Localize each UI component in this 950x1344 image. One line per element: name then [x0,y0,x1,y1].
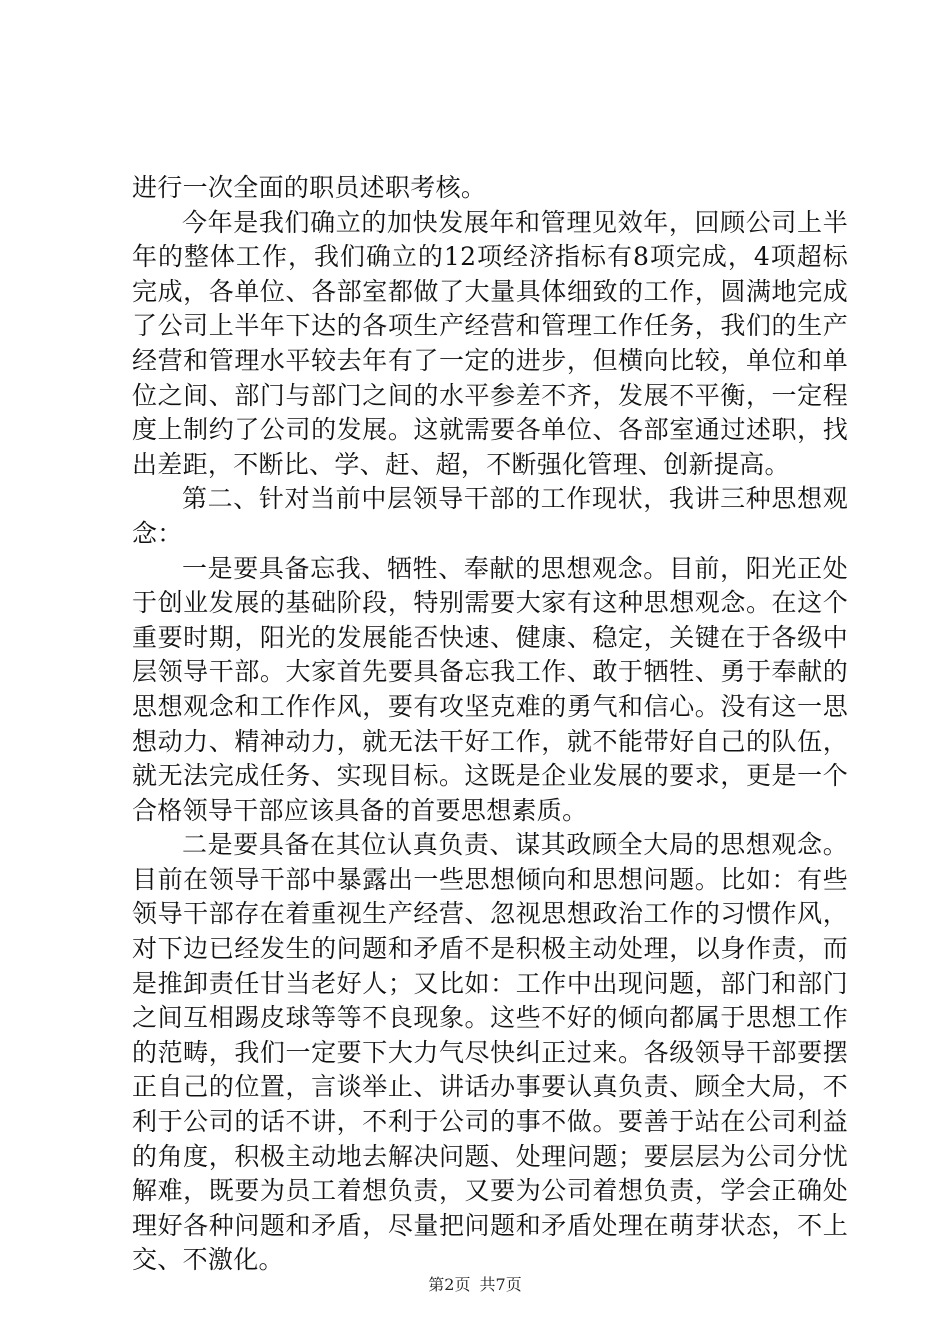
paragraph-concept-two: 二是要具备在其位认真负责、谋其政顾全大局的思想观念。目前在领导干部中暴露出一些思想倾向和思想问题。比如：有些领导干部存在着重视生产经营、忽视思想政治工作的习惯作风，对下边已经发生的问题和矛盾不是积极主动处理，以身作责，而是推卸责任甘当老好人；又比如：工作中出现问题，部门和部门之间互相踢皮球等等不良现象。这些不好的倾向都属于思想工作的范畴，我们一定要下大力气尽快纠正过来。各级领导干部要摆正自己的位置，言谈举止、讲话办事要认真负责、顾全大局，不利于公司的话不讲，不利于公司的事不做。要善于站在公司利益的角度，积极主动地去解决问题、处理问题；要层层为公司分忧解难，既要为员工着想负责，又要为公司着想负责，学会正确处理好各种问题和矛盾，尽量把问题和矛盾处理在萌芽状态，不上交、不激化。 [132,830,848,1275]
paragraph-continuation: 进行一次全面的职员述职考核。 [132,173,487,202]
paragraph-review: 今年是我们确立的加快发展年和管理见效年，回顾公司上半年的整体工作，我们确立的12项经济指标有8项完成，4项超标完成，各单位、各部室都做了大量具体细致的工作，圆满地完成了公司上半年下达的各项生产经营和管理工作任务，我们的生产经营和管理水平较去年有了一定的进步，但横向比较，单位和单位之间、部门与部门之间的水平参差不齐，发展不平衡，一定程度上制约了公司的发展。这就需要各单位、各部室通过述职，找出差距，不断比、学、赶、超，不断强化管理、创新提高。 [132,207,848,479]
paragraph-concept-one: 一是要具备忘我、牺牲、奉献的思想观念。目前，阳光正处于创业发展的基础阶段，特别需要大家有这种思想观念。在这个重要时期，阳光的发展能否快速、健康、稳定，关键在于各级中层领导干部。大家首先要具备忘我工作、敢于牺牲、勇于奉献的思想观念和工作作风，要有攻坚克难的勇气和信心。没有这一思想动力、精神动力，就无法干好工作，就不能带好自己的队伍，就无法完成任务、实现目标。这既是企业发展的要求，更是一个合格领导干部应该具备的首要思想素质。 [132,553,848,825]
page-footer [0,1272,950,1295]
document-body [132,171,848,1278]
page-number: 第2页 [428,1275,471,1294]
paragraph-second-point: 第二、针对当前中层领导干部的工作现状，我讲三种思想观念： [132,484,848,548]
page-total: 共7页 [479,1275,522,1294]
